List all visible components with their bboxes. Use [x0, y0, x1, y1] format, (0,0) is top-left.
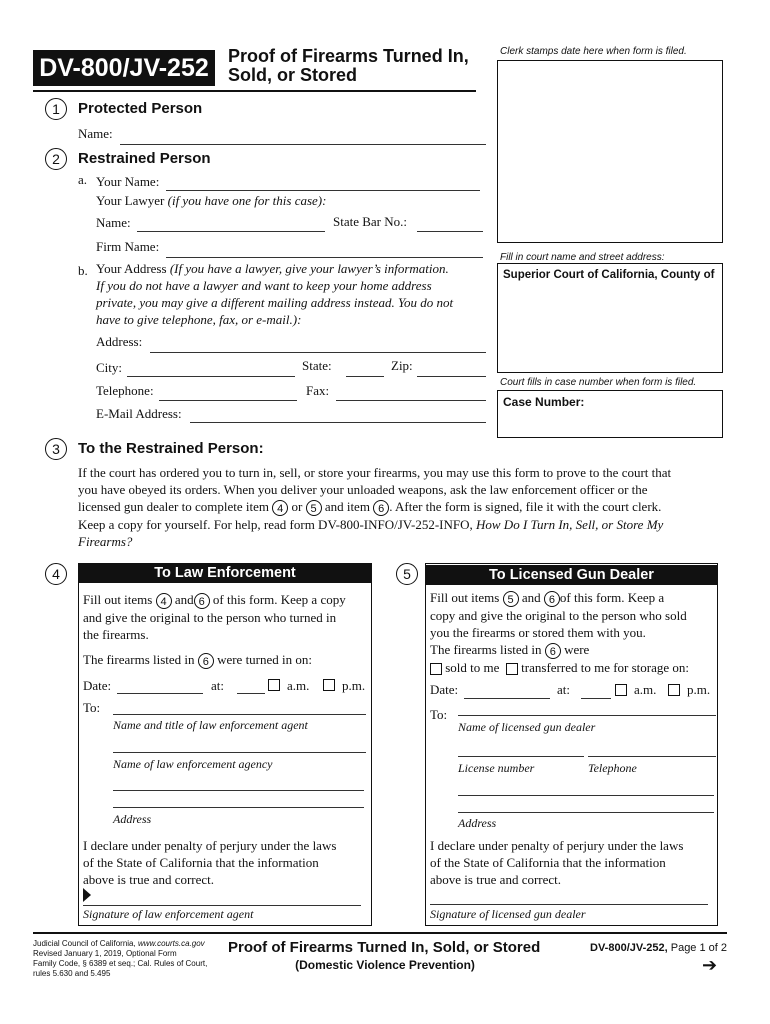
- le-date-label: Date:: [83, 678, 112, 693]
- le-address-field-1[interactable]: [113, 790, 364, 791]
- section-3-line3b: or: [291, 499, 303, 514]
- le-listed-item-6: 6: [198, 653, 214, 669]
- court-name-label: Superior Court of California, County of: [503, 269, 715, 281]
- gd-am-checkbox[interactable]: [615, 684, 627, 696]
- gd-instructions: [430, 589, 716, 676]
- le-listed: [83, 652, 312, 669]
- gd-instr-1d: you the firearms or stored them with you.: [430, 625, 646, 641]
- your-lawyer-label: [96, 193, 326, 209]
- le-pm-label: p.m.: [342, 678, 366, 693]
- gd-pm-checkbox[interactable]: [668, 684, 680, 696]
- gd-address-label: Address: [458, 816, 497, 830]
- gd-date-label: Date:: [430, 682, 459, 697]
- gd-listed-a: The firearms listed in: [430, 642, 542, 658]
- section-1-number: 1: [45, 98, 67, 120]
- address-note-1: (If you have a lawyer, give your lawyer’s information.: [169, 261, 449, 276]
- section-2-title: Restrained Person: [78, 150, 211, 167]
- section-3-number: 3: [45, 438, 67, 460]
- header-rule: [33, 90, 476, 92]
- le-agent-label: Name and title of law enforcement agent: [113, 718, 308, 732]
- section-3-line5: Firearms?: [78, 534, 133, 550]
- gd-sold-label: sold to me: [445, 660, 500, 676]
- le-instr-and: and: [174, 592, 194, 607]
- gd-declare-2: of the State of California that the information: [430, 855, 666, 870]
- zip-field[interactable]: [417, 376, 486, 377]
- lawyer-name-field[interactable]: [137, 231, 325, 232]
- gd-transferred-checkbox[interactable]: [506, 663, 518, 675]
- le-at-label: at:: [211, 678, 224, 693]
- section-3-line3d: . After the form is signed, file it with the court clerk.: [389, 499, 662, 514]
- section-3-line3a: licensed gun dealer to complete item: [78, 499, 269, 514]
- address-intro: [96, 260, 496, 328]
- section-2-number: 2: [45, 148, 67, 170]
- item-4-ref: 4: [272, 500, 288, 516]
- clerk-stamp-note: Clerk stamps date here when form is filed.: [500, 46, 687, 57]
- state-bar-field[interactable]: [417, 231, 483, 232]
- address-field[interactable]: [150, 352, 486, 353]
- section-3-body: [78, 464, 728, 550]
- firm-name-label: Firm Name:: [96, 239, 160, 254]
- gd-listed-item-6: 6: [545, 643, 561, 659]
- address-note-3: private, you may give a different mailing address instead. You do not: [96, 295, 454, 310]
- lawyer-name-label: Name:: [96, 215, 131, 230]
- gd-dealer-field[interactable]: [458, 715, 716, 716]
- le-to-label: To:: [83, 700, 101, 715]
- footer-form-number: DV-800/JV-252,: [590, 942, 668, 954]
- le-listed-b: were turned in on:: [217, 652, 313, 667]
- le-signature-arrow-icon: [83, 888, 91, 902]
- item-a-marker: a.: [78, 172, 88, 187]
- footer-revised: Revised January 1, 2019, Optional Form: [33, 949, 177, 958]
- state-label: State:: [302, 358, 332, 373]
- le-agent-field[interactable]: [113, 714, 366, 715]
- fax-field[interactable]: [336, 400, 486, 401]
- le-pm-checkbox[interactable]: [323, 679, 335, 691]
- form-number-badge: DV-800/JV-252: [33, 50, 215, 86]
- gd-to-label: To:: [430, 707, 448, 722]
- form-title: [228, 47, 469, 85]
- footer-rule: [33, 932, 727, 934]
- le-am-checkbox[interactable]: [268, 679, 280, 691]
- gd-address-field-2[interactable]: [458, 812, 714, 813]
- gd-date-field[interactable]: [464, 698, 550, 699]
- gd-options: [430, 659, 716, 676]
- section-3-line4: [78, 516, 728, 533]
- le-address-field-2[interactable]: [113, 807, 364, 808]
- le-am-label: a.m.: [287, 678, 310, 693]
- email-field[interactable]: [190, 422, 486, 423]
- telephone-field[interactable]: [159, 400, 297, 401]
- section-1-title: Protected Person: [78, 100, 203, 117]
- le-time-field[interactable]: [237, 693, 265, 694]
- law-enforcement-header: To Law Enforcement: [78, 563, 372, 583]
- email-label: E-Mail Address:: [96, 406, 182, 421]
- item-b-marker: b.: [78, 263, 88, 278]
- section-5-number: 5: [396, 563, 418, 585]
- section-3-line2: you have obeyed its orders. When you deliver your unloaded weapons, ask the law enforcement officer or the: [78, 482, 648, 497]
- section-3-line4b: How Do I Turn In, Sell, or Store My: [476, 517, 664, 533]
- city-field[interactable]: [127, 376, 295, 377]
- address-intro-text: Your Address: [96, 261, 167, 276]
- gd-listed: [430, 641, 716, 659]
- your-lawyer-note: (if you have one for this case):: [167, 193, 327, 208]
- address-label: Address:: [96, 334, 143, 349]
- le-declare-1: I declare under penalty of perjury under the laws: [83, 838, 337, 853]
- gd-telephone-field[interactable]: [588, 756, 716, 757]
- footer-page-info: [590, 942, 727, 954]
- le-agency-label: Name of law enforcement agency: [113, 757, 273, 771]
- le-item-4-ref: 4: [156, 593, 172, 609]
- gd-signature-label: Signature of licensed gun dealer: [430, 907, 586, 921]
- footer-council-line: [33, 939, 207, 949]
- state-bar-label: State Bar No.:: [333, 214, 408, 229]
- le-instr-1d: the firearms.: [83, 627, 149, 643]
- gd-item-6-ref: 6: [544, 591, 560, 607]
- gd-item-5-ref: 5: [503, 591, 519, 607]
- gd-time-field[interactable]: [581, 698, 611, 699]
- case-number-box[interactable]: [497, 390, 723, 438]
- court-name-box[interactable]: [497, 263, 723, 373]
- section-3-line4a: Keep a copy for yourself. For help, read form DV-800-INFO/JV-252-INFO,: [78, 517, 473, 533]
- section-3-line3: [78, 498, 728, 516]
- footer-title: Proof of Firearms Turned In, Sold, or Stored: [228, 939, 541, 956]
- gd-address-field-1[interactable]: [458, 795, 714, 796]
- le-item-6-ref: 6: [194, 593, 210, 609]
- le-agency-field[interactable]: [113, 752, 366, 753]
- case-number-label: Case Number:: [503, 395, 585, 409]
- gd-listed-b: were: [564, 642, 590, 658]
- firm-name-field[interactable]: [166, 257, 483, 258]
- le-instr-1b: of this form. Keep a copy: [212, 592, 346, 607]
- gd-license-label: License number: [458, 761, 535, 775]
- le-date-field[interactable]: [117, 693, 203, 694]
- le-signature-label: Signature of law enforcement agent: [83, 907, 254, 921]
- gd-license-field[interactable]: [458, 756, 584, 757]
- address-note-4: have to give telephone, fax, or e-mail.):: [96, 312, 302, 327]
- protected-name-label: Name:: [78, 126, 113, 141]
- city-label: City:: [96, 360, 123, 375]
- protected-name-field[interactable]: [120, 144, 486, 145]
- le-instr-line1: [83, 591, 368, 609]
- form-title-line2: Sold, or Stored: [228, 65, 358, 85]
- gd-transferred-label: transferred to me for storage on:: [521, 660, 690, 676]
- gd-instr-1a: Fill out items: [430, 590, 500, 605]
- gd-declaration: [430, 837, 715, 888]
- footer-subtitle: (Domestic Violence Prevention): [295, 958, 475, 972]
- footer-left: [33, 939, 207, 979]
- gd-instr-1b: of this form. Keep a: [559, 590, 665, 605]
- gd-declare-3: above is true and correct.: [430, 872, 562, 887]
- le-declare-2: of the State of California that the information: [83, 855, 319, 870]
- footer-code: Family Code, § 6389 et seq.; Cal. Rules of Court,: [33, 959, 208, 968]
- gd-sold-checkbox[interactable]: [430, 663, 442, 675]
- telephone-label: Telephone:: [96, 383, 154, 398]
- gd-declare-1: I declare under penalty of perjury under the laws: [430, 838, 684, 853]
- gd-instr-and: and: [521, 590, 541, 605]
- form-title-line1: Proof of Firearms Turned In,: [228, 46, 469, 66]
- gd-at-label: at:: [557, 682, 570, 697]
- le-instr-1c: and give the original to the person who turned in: [83, 610, 337, 626]
- le-listed-a: The firearms listed in: [83, 652, 195, 667]
- gd-instr-1c: copy and give the original to the person who sold: [430, 608, 687, 624]
- gd-instr-line1: [430, 589, 716, 607]
- le-signature-field[interactable]: [83, 905, 361, 906]
- footer-page-number: Page 1 of 2: [670, 942, 728, 954]
- gd-am-label: a.m.: [634, 682, 657, 697]
- zip-label: Zip:: [391, 358, 413, 373]
- your-name-label: Your Name:: [96, 174, 160, 189]
- le-instr-1a: Fill out items: [83, 592, 153, 607]
- court-fill-note: Fill in court name and street address:: [500, 252, 665, 263]
- footer-rules: rules 5.630 and 5.495: [33, 969, 111, 978]
- gun-dealer-header: To Licensed Gun Dealer: [425, 565, 718, 585]
- clerk-stamp-box[interactable]: [497, 60, 723, 243]
- footer-website[interactable]: www.courts.ca.gov: [137, 939, 205, 948]
- footer-council: Judicial Council of California,: [33, 939, 136, 948]
- le-declare-3: above is true and correct.: [83, 872, 215, 887]
- section-4-number: 4: [45, 563, 67, 585]
- gd-dealer-label: Name of licensed gun dealer: [458, 720, 596, 734]
- le-declaration: [83, 837, 368, 888]
- address-note-2: If you do not have a lawyer and want to keep your home address: [96, 278, 432, 293]
- state-field[interactable]: [346, 376, 384, 377]
- item-5-ref: 5: [306, 500, 322, 516]
- fax-label: Fax:: [306, 383, 330, 398]
- your-name-field[interactable]: [166, 190, 480, 191]
- section-3-line1: If the court has ordered you to turn in, sell, or store your firearms, you may use this form to prove to the court that: [78, 465, 672, 480]
- gd-signature-field[interactable]: [430, 904, 708, 905]
- case-number-note: Court fills in case number when form is filed.: [500, 377, 697, 388]
- gd-telephone-label: Telephone: [588, 761, 637, 775]
- gd-pm-label: p.m.: [687, 682, 711, 697]
- item-6-ref: 6: [373, 500, 389, 516]
- le-address-label: Address: [113, 812, 152, 826]
- section-3-title: To the Restrained Person:: [78, 440, 264, 457]
- your-lawyer-text: Your Lawyer: [96, 193, 165, 208]
- section-3-line3c: and item: [324, 499, 370, 514]
- next-page-arrow-icon[interactable]: ➔: [702, 955, 718, 975]
- le-instructions: [83, 591, 368, 643]
